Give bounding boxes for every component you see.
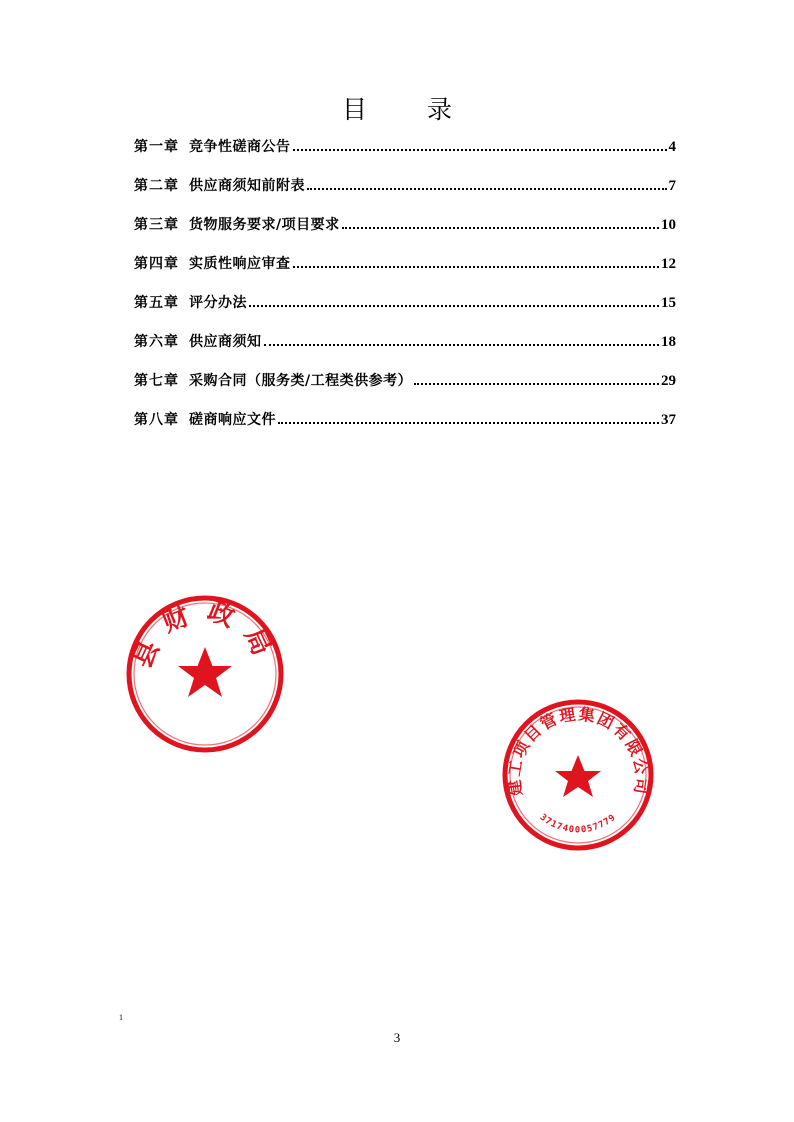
toc-page: 12 — [661, 256, 676, 272]
footnote-marker: 1 — [119, 1013, 123, 1022]
toc-title: 目 录 — [342, 95, 478, 124]
toc-chapter: 第一章 — [134, 139, 179, 155]
toc-chapter: 第二章 — [134, 178, 179, 194]
dot-leader — [293, 149, 667, 151]
toc-page: 7 — [668, 178, 676, 194]
table-of-contents — [134, 136, 676, 448]
dot-leader — [293, 266, 660, 268]
toc-page: 4 — [668, 139, 676, 155]
page-number: 3 — [393, 1030, 401, 1045]
toc-page: 37 — [661, 412, 676, 428]
svg-text:3717400057779: 3717400057779 — [537, 812, 619, 836]
toc-entry[interactable] — [134, 136, 676, 175]
dot-leader — [342, 227, 659, 229]
dot-leader — [414, 383, 659, 385]
toc-name: 货物服务要求/项目要求 — [189, 217, 340, 233]
toc-page: 15 — [661, 295, 676, 311]
toc-page: 29 — [661, 373, 676, 389]
company-seal — [500, 697, 656, 853]
toc-name: 采购合同（服务类/工程类供参考） — [189, 373, 413, 389]
toc-entry[interactable] — [134, 370, 676, 409]
toc-entry[interactable] — [134, 331, 676, 370]
toc-name: 磋商响应文件 — [189, 412, 276, 428]
svg-text:建工项目管理集团有限公司: 建工项目管理集团有限公司 — [504, 704, 652, 798]
toc-entry[interactable] — [134, 409, 676, 448]
finance-bureau-seal — [124, 593, 286, 755]
toc-chapter: 第三章 — [134, 217, 179, 233]
toc-name: 评分办法 — [189, 295, 247, 311]
seal-star-icon — [555, 755, 601, 797]
toc-entry[interactable] — [134, 253, 676, 292]
dot-leader — [249, 305, 659, 307]
toc-chapter: 第五章 — [134, 295, 179, 311]
toc-chapter: 第六章 — [134, 334, 179, 350]
seal-star-icon — [178, 647, 232, 697]
toc-name: 实质性响应审查 — [189, 256, 291, 272]
svg-text:县财政局: 县财政局 — [127, 595, 283, 673]
toc-chapter: 第四章 — [134, 256, 179, 272]
toc-entry[interactable] — [134, 175, 676, 214]
dot-leader — [278, 422, 659, 424]
dot-leader — [264, 344, 660, 346]
toc-chapter: 第七章 — [134, 373, 179, 389]
toc-name: 竞争性磋商公告 — [189, 139, 291, 155]
toc-name: 供应商须知 — [189, 334, 262, 350]
toc-page: 10 — [661, 217, 676, 233]
dot-leader — [307, 188, 667, 190]
toc-entry[interactable] — [134, 214, 676, 253]
toc-chapter: 第八章 — [134, 412, 179, 428]
toc-entry[interactable] — [134, 292, 676, 331]
toc-page: 18 — [661, 334, 676, 350]
toc-name: 供应商须知前附表 — [189, 178, 305, 194]
